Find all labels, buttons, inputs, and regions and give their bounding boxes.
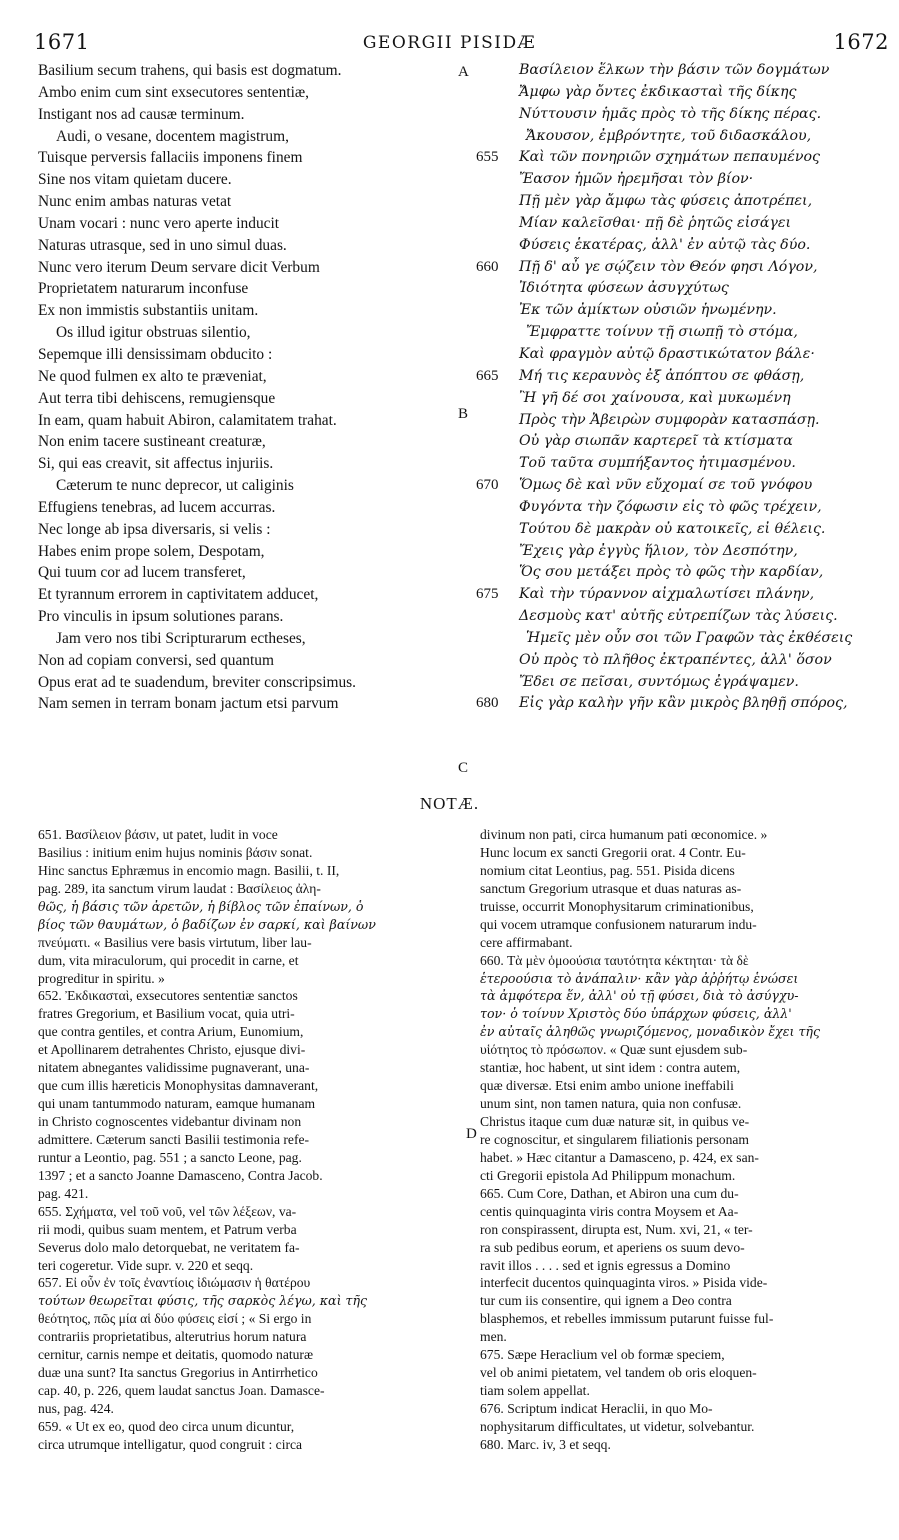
latin-verse-line: Ne quod fulmen ex alto te præveniat, — [38, 367, 267, 385]
note-line: dum, vita miraculorum, qui procedit in carne, et — [38, 952, 299, 968]
note-line: 665. Cum Core, Dathan, et Abiron una cum du- — [480, 1185, 739, 1201]
note-line: interfecit ducentos quinquaginta viros. » Pisida vide- — [480, 1275, 768, 1291]
greek-verse-line — [476, 388, 899, 410]
note-line: τούτων θεωρεῖται φύσις, τῆς σαρκὸς λέγω, καὶ τῆς — [38, 1293, 368, 1309]
greek-verse-line — [476, 606, 899, 628]
greek-verse-text: Ἡμεῖς μὲν οὖν σοι τῶν Γραφῶν τὰς ἐκθέσεις — [526, 629, 853, 646]
note-line: vel ob animi pietatem, vel tandem ob oris eloquen- — [480, 1365, 757, 1381]
note-line: 680. Marc. iv, 3 et seqq. — [480, 1436, 611, 1452]
note-line: centis quinquaginta viris contra Moysem et Aa- — [480, 1203, 739, 1219]
greek-verse-text: Δεσμοὺς κατ' αὐτῆς εὐτρεπίζων τὰς λύσεις. — [519, 608, 838, 625]
greek-verse-text: Πῇ δ' αὖ γε σῴζειν τὸν Θεόν φησι Λόγον, — [519, 258, 818, 275]
latin-verse-line: Naturas utrasque, sed in uno simul duas. — [38, 236, 287, 254]
greek-verse-line — [476, 584, 899, 606]
note-line: nus, pag. 424. — [38, 1401, 114, 1416]
greek-verse-text: Ἄκουσον, ἐμβρόντητε, τοῦ διδασκάλου, — [526, 127, 812, 144]
note-line: cap. 40, p. 226, quem laudat sanctus Joan. Damasce- — [38, 1383, 325, 1399]
greek-verse-column — [476, 60, 899, 715]
note-line: θεότητος, πῶς μία αἱ δύο φύσεις εἰσί ; « Si ergo in — [38, 1311, 312, 1327]
note-line: contrariis proprietatibus, alterutrius horum natura — [38, 1329, 307, 1345]
note-line: nitatem abnegantes validissime pugnaverant, una- — [38, 1060, 310, 1076]
greek-verse-line — [476, 541, 899, 563]
greek-verse-text: Ὅμως δὲ καὶ νῦν εὔχομαί σε τοῦ γνόφου — [519, 477, 813, 494]
latin-verse-line: Sepemque illi densissimam obducito : — [38, 345, 273, 363]
note-line: 652. Ἐκδικασταὶ, exsecutores sententiæ sanctos — [38, 988, 298, 1004]
greek-verse-line — [476, 693, 899, 715]
note-line: admittere. Cæterum sancti Basilii testimonia refe- — [38, 1131, 310, 1147]
greek-verse-line — [476, 519, 899, 541]
greek-verse-text: Οὐ πρὸς τὸ πλῆθος ἐκτραπέντες, ἀλλ' ὅσον — [519, 651, 832, 668]
latin-verse-line: Aut terra tibi dehiscens, remugiensque — [38, 389, 276, 407]
greek-verse-line — [476, 278, 899, 300]
greek-verse-line — [476, 104, 899, 126]
note-line: θῶς, ἡ βάσις τῶν ἀρετῶν, ἡ βίβλος τῶν ἐπαίνων, ὁ — [38, 898, 364, 914]
greek-verse-text: Μή τις κεραυνὸς ἐξ ἀπόπτου σε φθάσῃ, — [519, 367, 805, 384]
greek-verse-line — [476, 562, 899, 584]
note-line: runtur a Leontio, pag. 551 ; a sancto Leone, pag. — [38, 1149, 302, 1165]
greek-verse-line — [476, 628, 899, 650]
notes-right-column — [480, 826, 899, 1454]
greek-verse-text: Ἰδιότητα φύσεων ἀσυγχύτως — [519, 280, 729, 297]
note-line: circa utrumque intelligatur, quod congruit : circa — [38, 1436, 303, 1452]
notes-title: NOTÆ. — [419, 794, 480, 813]
note-line: duæ una sunt? Ita sanctus Gregorius in Antirrhetico — [38, 1365, 318, 1381]
greek-verse-text: Μίαν καλεῖσθαι· πῇ δὲ ῥητῶς εἰσάγει — [519, 214, 792, 231]
latin-verse-line: Ambo enim cum sint exsecutores sententiæ, — [38, 83, 309, 101]
verse-number: 665 — [476, 367, 499, 384]
latin-verse-line: Jam vero nos tibi Scripturarum ectheses, — [56, 629, 306, 647]
note-line: in Christo cognoscentes videbantur divinam non — [38, 1114, 302, 1129]
greek-verse-text: Ἔμφραττε τοίνυν τῇ σιωπῇ τὸ στόμα, — [526, 324, 798, 341]
note-line: truisse, occurrit Monophysitarum criminationibus, — [480, 898, 754, 914]
note-line: 657. Εἰ οὖν ἐν τοῖς ἐναντίοις ἰδιώμασιν ἡ θατέρου — [38, 1275, 311, 1291]
note-line: tur cum iis consentire, qui ignem a Deo contra — [480, 1293, 732, 1309]
greek-verse-text: Πρὸς τὴν Ἀβειρὼν συμφορὰν κατασπάσῃ. — [519, 411, 820, 428]
greek-verse-line — [476, 191, 899, 213]
latin-verse-line: Instigant nos ad causæ terminum. — [38, 105, 245, 123]
greek-verse-line — [476, 650, 899, 672]
verse-number: 670 — [476, 477, 499, 494]
latin-verse-line: Os illud igitur obstruas silentio, — [56, 324, 251, 342]
margin-marker-a: A — [458, 64, 469, 80]
greek-verse-line — [476, 366, 899, 388]
note-line: que contra gentiles, et contra Arium, Eunomium, — [38, 1024, 304, 1040]
note-line: blasphemos, et rebelles immissum putarunt fuisse ful- — [480, 1311, 774, 1327]
note-line: ἐν αὐταῖς ἀληθῶς γνωριζόμενος, μοναδικὸν ἔχει τῆς — [480, 1024, 821, 1040]
greek-verse-line — [476, 60, 899, 82]
greek-verse-line — [476, 257, 899, 279]
note-line: progreditur in spiritu. » — [38, 970, 165, 986]
greek-verse-text: Ἔασον ἡμῶν ἠρεμῆσαι τὸν βίον· — [519, 171, 754, 188]
greek-verse-text: Νύττουσιν ἡμᾶς πρὸς τὸ τῆς δίκης πέρας. — [519, 105, 822, 122]
greek-verse-text: Καὶ τὴν τύραννον αἰχμαλωτίσει πλάνην, — [519, 586, 815, 603]
note-line: 651. Βασίλειον βάσιν, ut patet, ludit in voce — [38, 827, 278, 842]
greek-verse-line — [476, 300, 899, 322]
greek-verse-text: Ἔδει σε πεῖσαι, συντόμως ἐγράψαμεν. — [519, 673, 799, 690]
note-line: qui unam tantummodo naturam, eamque humanam — [38, 1096, 316, 1112]
latin-verse-line: Ex non immistis substantiis unitam. — [38, 302, 259, 320]
greek-verse-text: Πῇ μὲν γὰρ ἄμφω τὰς φύσεις ἀποτρέπει, — [519, 193, 813, 210]
note-line: men. — [480, 1329, 507, 1345]
note-line: habet. » Hæc citantur a Damasceno, p. 424, ex san- — [480, 1149, 759, 1165]
note-line: Basilius : initium enim hujus nominis βάσιν sonat. — [38, 844, 313, 860]
latin-verse-line: Qui tuum cor ad lucem transferet, — [38, 564, 246, 582]
note-line: 660. Τὰ μὲν ὁμοούσια ταυτότητα κέκτηται· τὰ δὲ — [480, 952, 749, 968]
note-line: βίος τῶν θαυμάτων, ὁ βαδίζων ἐν σαρκί, καὶ βαίνων — [38, 916, 376, 932]
note-line: υἱότητος τὸ πρόσωπον. « Quæ sunt ejusdem sub- — [480, 1042, 748, 1058]
note-line: ravit illos . . . . sed et ignis egressus a Domino — [480, 1257, 731, 1273]
note-line: nomium citat Leontius, pag. 551. Pisida dicens — [480, 862, 735, 878]
note-line: πνεύματι. « Basilius vere basis virtutum, liber lau- — [38, 934, 312, 950]
latin-verse-line: Sine nos vitam quietam ducere. — [38, 171, 232, 189]
note-line: cernitur, carnis nempe et deitatis, quomodo naturæ — [38, 1347, 314, 1363]
greek-verse-line — [476, 497, 899, 519]
latin-verse-line: Opus erat ad te suadendum, breviter conscripsimus. — [38, 673, 356, 691]
greek-verse-text: Βασίλειον ἕλκων τὴν βάσιν τῶν δογμάτων — [519, 62, 830, 78]
latin-verse-line: Unam vocari : nunc vero aperte inducit — [38, 214, 280, 232]
greek-verse-text: Οὐ γὰρ σιωπᾶν καρτερεῖ τὰ κτίσματα — [519, 433, 793, 450]
greek-verse-line — [476, 169, 899, 191]
latin-verse-line: In eam, quam habuit Abiron, calamitatem trahat. — [38, 411, 337, 429]
note-line: nophysitarum difficultates, ut videtur, solvebantur. — [480, 1418, 755, 1434]
greek-verse-line — [476, 453, 899, 475]
greek-verse-line — [476, 322, 899, 344]
latin-verse-line: Basilium secum trahens, qui basis est dogmatum. — [38, 62, 342, 79]
note-line: fratres Gregorium, et Basilium vocat, quia utri- — [38, 1006, 295, 1022]
verse-number: 675 — [476, 586, 499, 603]
note-line: ἑτεροούσια τὸ ἀνάπαλιν· κἂν γὰρ ἀῤῥήτῳ ἑνώσει — [480, 970, 799, 986]
note-line: 659. « Ut ex eo, quod deo circa unum dicuntur, — [38, 1418, 295, 1434]
note-line: rii modi, quibus suam mentem, et Patrum verba — [38, 1221, 297, 1237]
note-line: ra sub pedibus eorum, et aperiens os suum devo- — [480, 1239, 745, 1255]
greek-verse-text: Ἐκ τῶν ἀμίκτων οὐσιῶν ἡνωμένην. — [519, 302, 777, 319]
greek-verse-line — [476, 147, 899, 169]
latin-verse-column — [38, 60, 463, 715]
latin-verse-line: Nunc vero iterum Deum servare dicit Verbum — [38, 258, 320, 276]
note-line: τον· ὁ τοίνυν Χριστὸς δύο ὑπάρχων φύσεις, ἀλλ' — [480, 1006, 792, 1022]
latin-verse-line: Non enim tacere sustineant creaturæ, — [38, 433, 266, 451]
note-line: 1397 ; et a sancto Joanne Damasceno, Contra Jacob. — [38, 1167, 323, 1183]
latin-verse-line: Et tyrannum errorem in captivitatem adducet, — [38, 586, 319, 604]
latin-verse-line: Habes enim prope solem, Despotam, — [38, 542, 265, 560]
greek-verse-line — [476, 126, 899, 148]
note-line: tiam solem appellat. — [480, 1383, 590, 1399]
note-line: pag. 421. — [38, 1185, 89, 1201]
greek-verse-text: Τοῦ ταῦτα συμπήξαντος ἠτιμασμένου. — [519, 455, 796, 472]
greek-verse-line — [476, 672, 899, 694]
greek-verse-text: Ἢ γῆ δέ σοι χαίνουσα, καὶ μυκωμένη — [519, 389, 791, 406]
page-number-left: 1671 — [34, 30, 90, 54]
note-line: divinum non pati, circa humanum pati œconomice. » — [480, 827, 768, 842]
latin-verse-line: Nam semen in terram bonam jactum etsi parvum — [38, 695, 339, 713]
latin-verse-line: Nec longe ab ipsa diversaris, si velis : — [38, 520, 271, 538]
note-line: Severus dolo malo detorquebat, ne veritatem fa- — [38, 1239, 300, 1255]
greek-verse-line — [476, 235, 899, 257]
page-number-right: 1672 — [833, 30, 889, 54]
greek-verse-text: Φύσεις ἑκατέρας, ἀλλ' ἐν αὐτῷ τὰς δύο. — [519, 236, 811, 253]
note-line: τὰ ἀμφότερα ἕν, ἀλλ' οὐ τῇ φύσει, διὰ τὸ ἀσύγχυ- — [480, 988, 799, 1004]
note-line: que cum illis hæreticis Monophysitas damnaverant, — [38, 1078, 319, 1094]
note-line: Hinc sanctus Ephræmus in encomio magn. Basilii, t. II, — [38, 862, 340, 878]
greek-verse-text: Ἄμφω γὰρ ὄντες ἐκδικασταὶ τῆς δίκης — [519, 83, 797, 100]
note-line: 655. Σχήματα, vel τοῦ νοῦ, vel τῶν λέξεων, va- — [38, 1203, 297, 1219]
greek-verse-text: Εἰς γὰρ καλὴν γῆν κἂν μικρὸς βληθῇ σπόρος, — [519, 695, 848, 712]
margin-marker-d: D — [466, 1126, 477, 1142]
note-line: unum sint, non tamen natura, quia non confusæ. — [480, 1096, 742, 1112]
note-line: cere affirmabant. — [480, 934, 573, 950]
latin-verse-line: Nunc enim ambas naturas vetat — [38, 193, 232, 211]
note-line: teri cogeretur. Vide supr. v. 220 et seqq. — [38, 1257, 254, 1273]
greek-verse-line — [476, 431, 899, 453]
greek-verse-line — [476, 82, 899, 104]
note-line: pag. 289, ita sanctum virum laudat : Βασίλειος ἀλη- — [38, 880, 321, 896]
running-title: GEORGII PISIDÆ — [362, 33, 537, 53]
latin-verse-line: Tuisque perversis fallaciis imponens finem — [38, 149, 303, 167]
note-line: stantiæ, hoc habent, ut sint idem : contra autem, — [480, 1060, 741, 1076]
greek-verse-text: Φυγόντα τὴν ζόφωσιν εἰς τὸ φῶς τρέχειν, — [519, 498, 822, 515]
greek-verse-text: Καὶ τῶν πονηριῶν σχημάτων πεπαυμένος — [519, 149, 820, 166]
greek-verse-line — [476, 475, 899, 497]
greek-verse-line — [476, 344, 899, 366]
note-line: Hunc locum ex sancti Gregorii orat. 4 Contr. Eu- — [480, 844, 746, 860]
note-line: quæ diversæ. Etsi enim ambo unione ineffabili — [480, 1078, 734, 1094]
latin-verse-line: Non ad copiam conversi, sed quantum — [38, 651, 274, 669]
greek-verse-line — [476, 213, 899, 235]
note-line: Christus itaque cum duæ naturæ sit, in quibus ve- — [480, 1114, 750, 1129]
margin-marker-c: C — [458, 760, 469, 776]
note-line: 675. Sæpe Heraclium vel ob formæ speciem, — [480, 1347, 725, 1363]
note-line: et Apollinarem detrahentes Christo, ejusque divi- — [38, 1042, 306, 1058]
greek-verse-text: Ἔχεις γὰρ ἐγγὺς ἥλιον, τὸν Δεσπότην, — [519, 542, 798, 559]
note-line: cti Gregorii epistola Ad Philippum monachum. — [480, 1167, 736, 1183]
note-line: ron conspirassent, dirupta est, Num. xvi, 21, « ter- — [480, 1221, 753, 1237]
margin-marker-b: B — [458, 406, 469, 422]
latin-verse-line: Pro vinculis in ipsum solutiones parans. — [38, 608, 284, 626]
greek-verse-text: Ὅς σου μετάξει πρὸς τὸ φῶς τὴν καρδίαν, — [519, 564, 824, 581]
verse-number: 655 — [476, 149, 499, 166]
greek-verse-text: Καὶ φραγμὸν αὐτῷ δραστικώτατον βάλε· — [519, 345, 815, 362]
verse-number: 680 — [476, 695, 499, 712]
latin-verse-line: Audi, o vesane, docentem magistrum, — [56, 127, 289, 145]
note-line: qui vocem utramque confusionem naturarum indu- — [480, 916, 757, 932]
latin-verse-line: Effugiens tenebras, ad lucem accurras. — [38, 498, 276, 516]
note-line: sanctum Gregorium utrasque et duas naturas as- — [480, 880, 742, 896]
greek-verse-text: Τούτου δὲ μακρὰν οὐ κατοικεῖς, εἰ θέλεις. — [519, 520, 826, 537]
note-line: 676. Scriptum indicat Heraclii, in quo Mo- — [480, 1401, 713, 1416]
verse-number: 660 — [476, 258, 499, 275]
latin-verse-line: Proprietatem naturarum inconfuse — [38, 280, 249, 298]
greek-verse-line — [476, 410, 899, 432]
latin-verse-line: Si, qui eas creavit, sit affectus injuriis. — [38, 455, 274, 473]
note-line: re cognoscitur, et singularem filiationis personam — [480, 1131, 749, 1147]
notes-left-column — [38, 826, 462, 1454]
latin-verse-line: Cæterum te nunc deprecor, ut caliginis — [56, 477, 294, 495]
